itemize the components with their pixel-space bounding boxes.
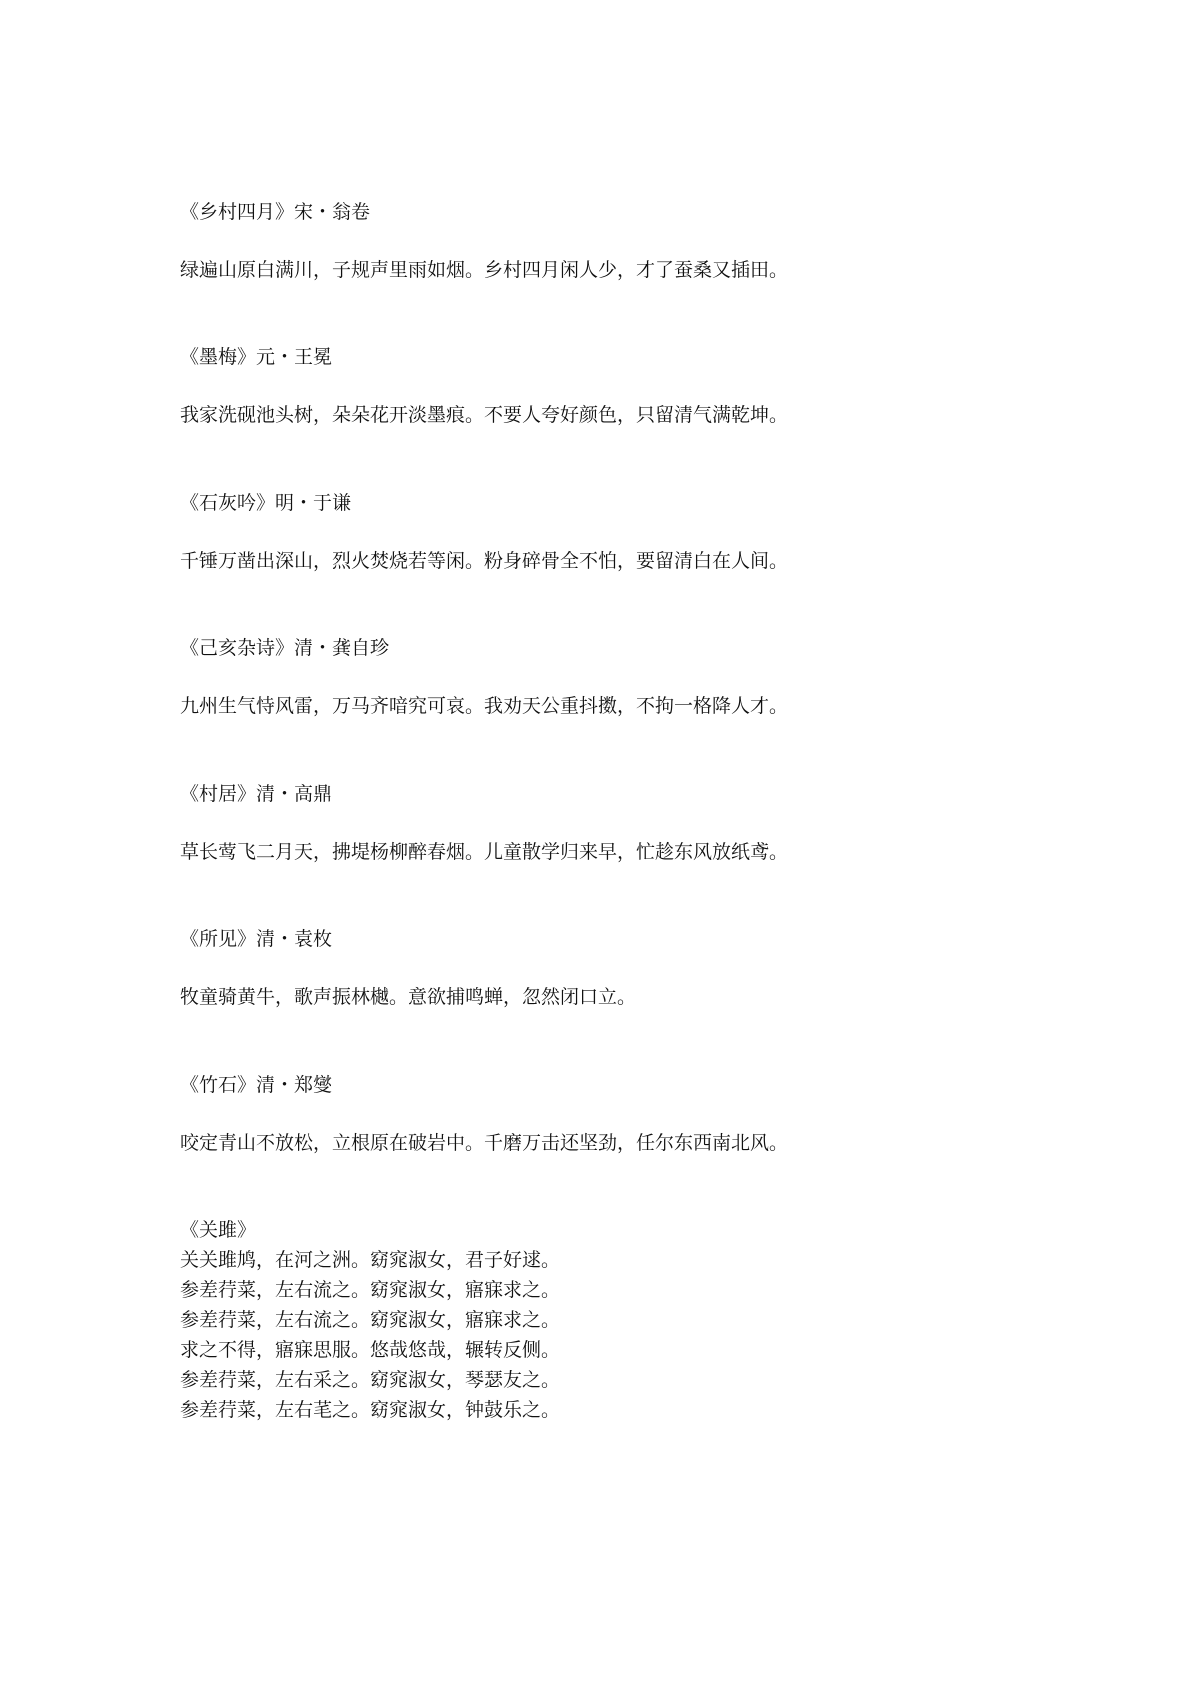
guanju-line: 参差荇菜，左右流之。窈窕淑女，寤寐求之。 (180, 1309, 561, 1331)
guanju-line: 参差荇菜，左右流之。窈窕淑女，寤寐求之。 (180, 1279, 561, 1301)
poem-title: 《竹石》清・郑燮 (180, 1074, 333, 1096)
poem-title: 《所见》清・袁枚 (180, 928, 333, 950)
poem-title: 《村居》清・高鼎 (180, 783, 333, 805)
guanju-line: 参差荇菜，左右采之。窈窕淑女，琴瑟友之。 (180, 1369, 561, 1391)
poem-title: 《石灰吟》明・于谦 (180, 492, 352, 514)
guanju-line: 求之不得，寤寐思服。悠哉悠哉，辗转反侧。 (180, 1339, 561, 1361)
poem-text: 我家洗砚池头树，朵朵花开淡墨痕。不要人夸好颜色，只留清气满乾坤。 (180, 404, 789, 426)
poem-text: 千锤万凿出深山，烈火焚烧若等闲。粉身碎骨全不怕，要留清白在人间。 (180, 550, 789, 572)
poem-title: 《墨梅》元・王冕 (180, 346, 333, 368)
poem-text: 草长莺飞二月天，拂堤杨柳醉春烟。儿童散学归来早，忙趁东风放纸鸢。 (180, 841, 789, 863)
guanju-title: 《关雎》 (180, 1219, 257, 1241)
poem-text: 咬定青山不放松，立根原在破岩中。千磨万击还坚劲，任尔东西南北风。 (180, 1132, 789, 1154)
poem-title: 《己亥杂诗》清・龚自珍 (180, 637, 390, 659)
poem-text: 牧童骑黄牛，歌声振林樾。意欲捕鸣蝉，忽然闭口立。 (180, 986, 637, 1008)
guanju-line: 参差荇菜，左右芼之。窈窕淑女，钟鼓乐之。 (180, 1399, 561, 1421)
poem-text: 绿遍山原白满川，子规声里雨如烟。乡村四月闲人少，才了蚕桑又插田。 (180, 259, 789, 281)
guanju-line: 关关雎鸠，在河之洲。窈窕淑女，君子好逑。 (180, 1249, 561, 1271)
poem-title: 《乡村四月》宋・翁卷 (180, 201, 371, 223)
poem-text: 九州生气恃风雷，万马齐喑究可哀。我劝天公重抖擞，不拘一格降人才。 (180, 695, 789, 717)
